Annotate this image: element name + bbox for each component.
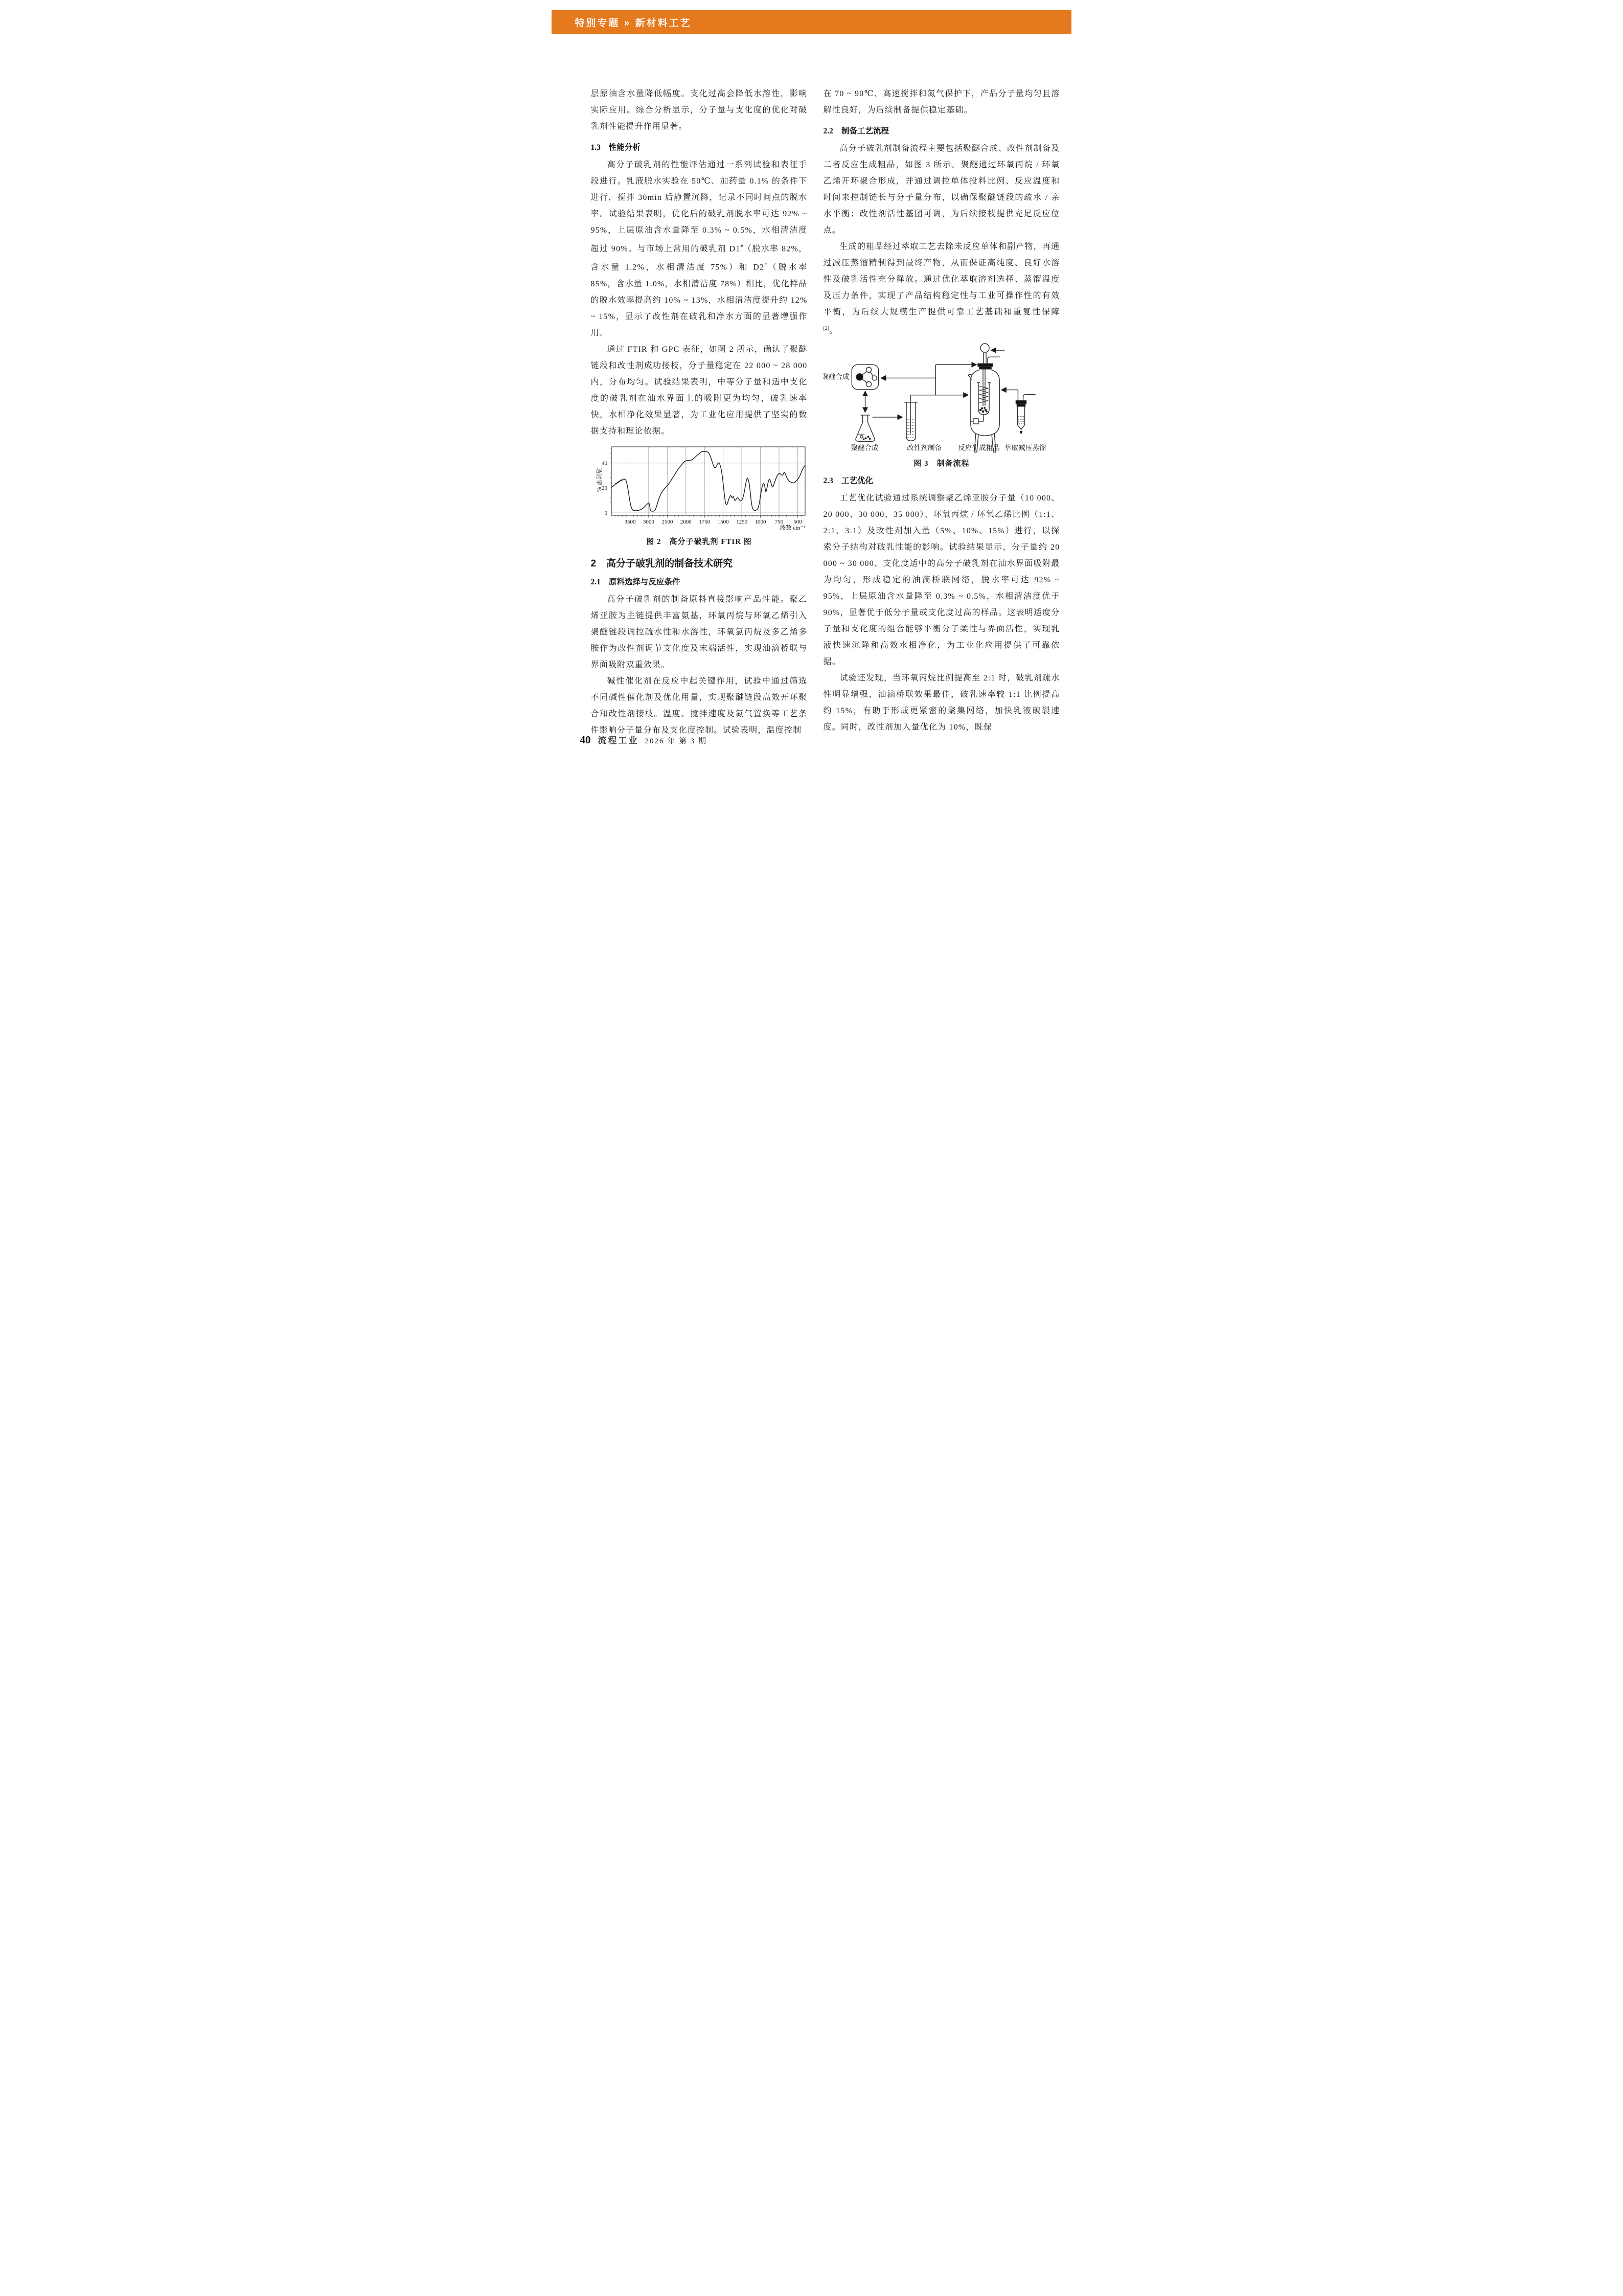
flask-icon [855,415,874,441]
flow-pipes [881,365,976,395]
paragraph-raw-materials-1: 高分子破乳剂的制备原料直接影响产品性能。聚乙烯亚胺为主链提供丰富氨基，环氧丙烷与环氧乙烯引入聚醚链段调控疏水性和水溶性，环氧氯丙烷及多乙烯多胺作为改性剂调节支化度及末端活性，实现油滴桥联与界面吸附双重效果。 [590,595,808,669]
svg-text:2000: 2000 [680,518,692,525]
svg-text:750: 750 [774,518,783,525]
svg-text:500: 500 [793,518,802,525]
svg-text:2500: 2500 [661,518,673,525]
label-extraction: 萃取减压蒸馏 [1004,444,1046,452]
paragraph-process-1: 高分子破乳剂制备流程主要包括聚醚合成、改性剂制备及二者反应生成粗品，如图 3 所示。聚醚通过环氧丙烷 / 环氧乙烯开环聚合形成，并通过调控单体投料比例、反应温度和时间来控制链长与分子量分布，以确保聚醚链段的疏水 / 亲水平衡；改性剂活性基团可调，为后续接枝提供充足反应位点。 [823,144,1060,235]
preparation-flow-diagram [824,343,1060,453]
paragraph-performance-1: 高分子破乳剂的性能评估通过一系列试验和表征手段进行。乳液脱水实验在 50℃、加药量 0.1% 的条件下进行，搅拌 30min 后静置沉降，记录不同时间点的脱水率。试验结果表明，优化后的破乳剂脱水率可达 92% ~ 95%，上层原油含水量降至 0.3% ~ 0.5%，水相清洁度超过 90%。与市场上常用的破乳剂 D1#（脱水率 82%，含水量 1.2%，水相清洁度 75%）和 D2#（脱水率 85%，含水量 1.0%，水相清洁度 78%）相比，优化样品的脱水效率提高约 10% ~ 13%，水相清洁度提升约 12% ~ 15%，显示了改性剂在破乳和净水方面的显著增强作用。 [590,161,808,337]
svg-text:0: 0 [604,510,607,516]
ftir-plot [591,444,808,532]
heading-text: 高分子破乳剂的制备技术研究 [606,558,733,569]
label-modifier: 改性剂制备 [906,444,942,452]
heading-text: 性能分析 [608,143,641,152]
heading-2-2 [824,125,1060,136]
figure-2 [591,444,808,547]
page-content [591,86,1060,739]
svg-text:40: 40 [601,460,607,467]
paragraph-performance-2: 通过 FTIR 和 GPC 表征，如图 2 所示，确认了聚醚链段和改性剂成功接枝，分子量稳定在 22 000 ~ 28 000 内，分布均匀。试验结果表明，中等分子量和适中支化度的破乳剂在油水界面上的吸附更为均匀，破乳速率快，水相净化效果显著，为工业化应用提供了坚实的数据支持和理论依据。 [590,345,808,436]
label-polyether-node: 聚醚合成 [823,373,849,381]
heading-number: 1.3 [590,143,601,152]
figure-3-caption: 图 3 制备流程 [913,459,970,468]
heading-number: 2.3 [823,476,833,485]
paragraph-carryover: 在 70 ~ 90℃、高速搅拌和氮气保护下，产品分子量均匀且溶解性良好，为后续制备提供稳定基础。 [823,89,1060,115]
right-column [824,86,1060,739]
paragraph-optimization-2: 试验还发现，当环氧丙烷比例提高至 2:1 时，破乳剂疏水性明显增强，油滴桥联效果最佳，破乳速率较 1:1 比例提高约 15%，有助于形成更紧密的聚集网络，加快乳液破裂速度。同时，改性剂加入量优化为 10%，既保 [823,673,1060,732]
extraction-vial-icon [1001,390,1035,435]
svg-text:3000: 3000 [643,518,654,525]
figure-2-caption: 图 2 高分子破乳剂 FTIR 图 [646,537,752,546]
paragraph-raw-materials-2: 碱性催化剂在反应中起关键作用，试验中通过筛选不同碱性催化剂及优化用量，实现聚醚链段高效开环聚合和改性剂接枝。温度、搅拌速度及氮气置换等工艺条件影响分子量分布及支化度控制。试验表明，温度控制 [590,676,808,735]
heading-text: 制备工艺流程 [841,127,889,135]
svg-text:3500: 3500 [624,518,635,525]
heading-number: 2.1 [590,577,601,586]
header-bar [552,10,1071,34]
journal-name: 流程工业 [598,736,639,745]
svg-text:20: 20 [601,485,607,491]
figure-3 [824,343,1060,468]
heading-text: 工艺优化 [841,476,873,485]
svg-text:1000: 1000 [755,518,766,525]
ftir-chart [591,444,808,534]
heading-text: 原料选择与反应条件 [608,577,680,586]
reactor-icon [968,344,1004,452]
paragraph-optimization-1: 工艺优化试验通过系统调整聚乙烯亚胺分子量（10 000、20 000、30 000、35 000）、环氧丙烷 / 环氧乙烯比例（1:1、2:1、3:1）及改性剂加入量（5%、10%、15%）进行，以探索分子结构对破乳性能的影响。试验结果显示，分子量约 20 000 ~ 30 000、支化度适中的高分子破乳剂在油水界面吸附最为均匀，形成稳定的油滴桥联网络，脱水率可达 92% ~ 95%，上层原油含水量降至 0.3% ~ 0.5%，水相清洁度优于 90%，显著优于低分子量或支化度过高的样品。这表明适度分子量和支化度的组合能够平衡分子柔性与界面活性，实现乳液快速沉降和高效水相净化，为工业化应用提供了可靠依据。 [823,493,1060,666]
heading-2-1 [591,576,808,587]
svg-text:1500: 1500 [717,518,729,525]
modifier-tube-icon [904,395,918,441]
journal-page [541,0,1082,765]
heading-number: 2 [590,558,597,569]
svg-text:透过率 %: 透过率 % [595,467,602,492]
page-footer [580,733,707,746]
polyether-node-icon [852,365,878,390]
issue-info: 2026 年 第 3 期 [645,737,707,745]
svg-text:波数 cm⁻¹: 波数 cm⁻¹ [780,525,805,531]
svg-text:1250: 1250 [736,518,747,525]
page-header-title: 特别专题 » 新材料工艺 [575,18,692,29]
heading-number: 2.2 [823,127,833,135]
heading-2-3 [824,474,1060,486]
page-number: 40 [580,734,591,746]
paragraph-process-2: 生成的粗品经过萃取工艺去除未反应单体和副产物，再通过减压蒸馏精制得到最终产物，从而保证高纯度、良好水溶性及破乳活性充分释放。通过优化萃取溶剂选择、蒸馏温度及压力条件，实现了产品结构稳定性与工业可操作性的有效平衡，为后续大规模生产提供可靠工艺基础和重复性保障 [2]。 [823,242,1060,335]
svg-text:1750: 1750 [698,518,710,525]
heading-1-3 [591,141,808,152]
left-column [591,86,808,739]
paragraph-carryover: 层原油含水量降低幅度。支化过高会降低水溶性，影响实际应用。综合分析显示，分子量与支化度的优化对破乳剂性能提升作用显著。 [590,89,808,131]
label-reactor: 反应生成粗品 [957,444,1000,452]
heading-2 [591,556,808,570]
label-flask: 聚醚合成 [850,444,879,452]
